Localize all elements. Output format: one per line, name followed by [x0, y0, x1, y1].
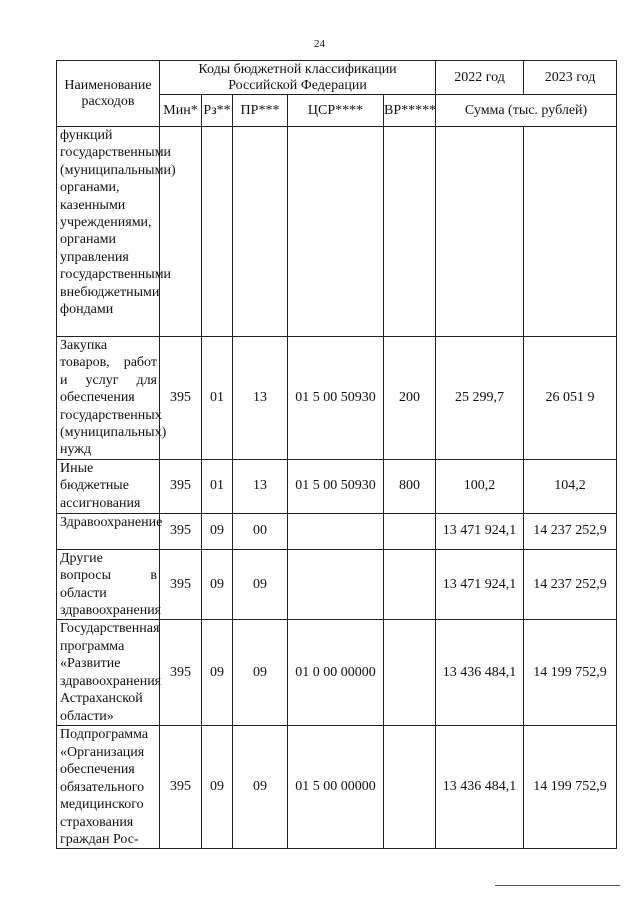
row-sum-2023: 26 051 9 — [524, 337, 617, 460]
row-csr — [288, 549, 384, 620]
table-row — [57, 513, 617, 549]
row-sum-2022: 13 471 924,1 — [436, 513, 524, 549]
header-year-2023: 2023 год — [524, 61, 617, 95]
row-rz: 01 — [202, 337, 233, 460]
row-csr: 01 0 00 00000 — [288, 620, 384, 726]
row-name: Иные бюджетные ассигнования — [57, 459, 160, 513]
footer-rule — [495, 885, 620, 886]
row-rz: 09 — [202, 620, 233, 726]
header-pr: ПР*** — [233, 95, 288, 127]
budget-table — [56, 60, 617, 849]
table-row — [57, 337, 617, 460]
header-csr: ЦСР**** — [288, 95, 384, 127]
table-row — [57, 726, 617, 849]
row-name: Другие вопросы в области здравоохранения — [57, 549, 160, 620]
row-pr: 09 — [233, 620, 288, 726]
header-rz: Рз** — [202, 95, 233, 127]
row-rz: 01 — [202, 459, 233, 513]
row-csr: 01 5 00 50930 — [288, 337, 384, 460]
row-sum-2023: 104,2 — [524, 459, 617, 513]
row-name: Подпрограмма «Организация обеспечения обязательного медицинского страхования граждан Рос- — [57, 726, 160, 849]
row-csr: 01 5 00 50930 — [288, 459, 384, 513]
row-min: 395 — [160, 726, 202, 849]
row-vr — [384, 620, 436, 726]
row-rz — [202, 127, 233, 337]
row-sum-2023 — [524, 127, 617, 337]
row-name: функций государственными (муниципальными) органами, казенными учреждениями, органами управления государственными внебюджетными фондами — [57, 127, 160, 337]
row-min: 395 — [160, 337, 202, 460]
row-rz: 09 — [202, 513, 233, 549]
row-name: Государственная программа «Развитие здравоохранения Астраханской области» — [57, 620, 160, 726]
table-row — [57, 549, 617, 620]
row-min: 395 — [160, 513, 202, 549]
row-vr: 800 — [384, 459, 436, 513]
header-sum: Сумма (тыс. рублей) — [436, 95, 617, 127]
row-sum-2022: 13 436 484,1 — [436, 726, 524, 849]
header-vr: ВР***** — [384, 95, 436, 127]
row-csr — [288, 513, 384, 549]
row-sum-2022 — [436, 127, 524, 337]
row-sum-2022: 100,2 — [436, 459, 524, 513]
table-row — [57, 459, 617, 513]
header-codes-group: Коды бюджетной классификации Российской Федерации — [160, 61, 436, 95]
row-min: 395 — [160, 549, 202, 620]
row-vr: 200 — [384, 337, 436, 460]
row-name: Закупка товаров, работ и услуг для обеспечения государственных (муниципальных) нужд — [57, 337, 160, 460]
row-sum-2022: 25 299,7 — [436, 337, 524, 460]
table-row — [57, 127, 617, 337]
header-name-column: Наименование расходов — [57, 61, 160, 127]
row-pr: 13 — [233, 337, 288, 460]
row-pr — [233, 127, 288, 337]
page-number: 24 — [314, 38, 325, 50]
row-sum-2023: 14 199 752,9 — [524, 726, 617, 849]
row-pr: 09 — [233, 726, 288, 849]
header-min: Мин* — [160, 95, 202, 127]
row-csr: 01 5 00 00000 — [288, 726, 384, 849]
row-vr — [384, 549, 436, 620]
row-sum-2023: 14 237 252,9 — [524, 549, 617, 620]
row-pr: 00 — [233, 513, 288, 549]
row-name: Здравоохранение — [57, 513, 160, 549]
table-row — [57, 620, 617, 726]
row-pr: 09 — [233, 549, 288, 620]
row-sum-2023: 14 199 752,9 — [524, 620, 617, 726]
row-min: 395 — [160, 459, 202, 513]
row-csr — [288, 127, 384, 337]
row-rz: 09 — [202, 726, 233, 849]
row-rz: 09 — [202, 549, 233, 620]
header-year-2022: 2022 год — [436, 61, 524, 95]
row-min: 395 — [160, 620, 202, 726]
row-vr — [384, 726, 436, 849]
row-pr: 13 — [233, 459, 288, 513]
row-vr — [384, 127, 436, 337]
row-sum-2023: 14 237 252,9 — [524, 513, 617, 549]
row-sum-2022: 13 436 484,1 — [436, 620, 524, 726]
row-sum-2022: 13 471 924,1 — [436, 549, 524, 620]
row-vr — [384, 513, 436, 549]
